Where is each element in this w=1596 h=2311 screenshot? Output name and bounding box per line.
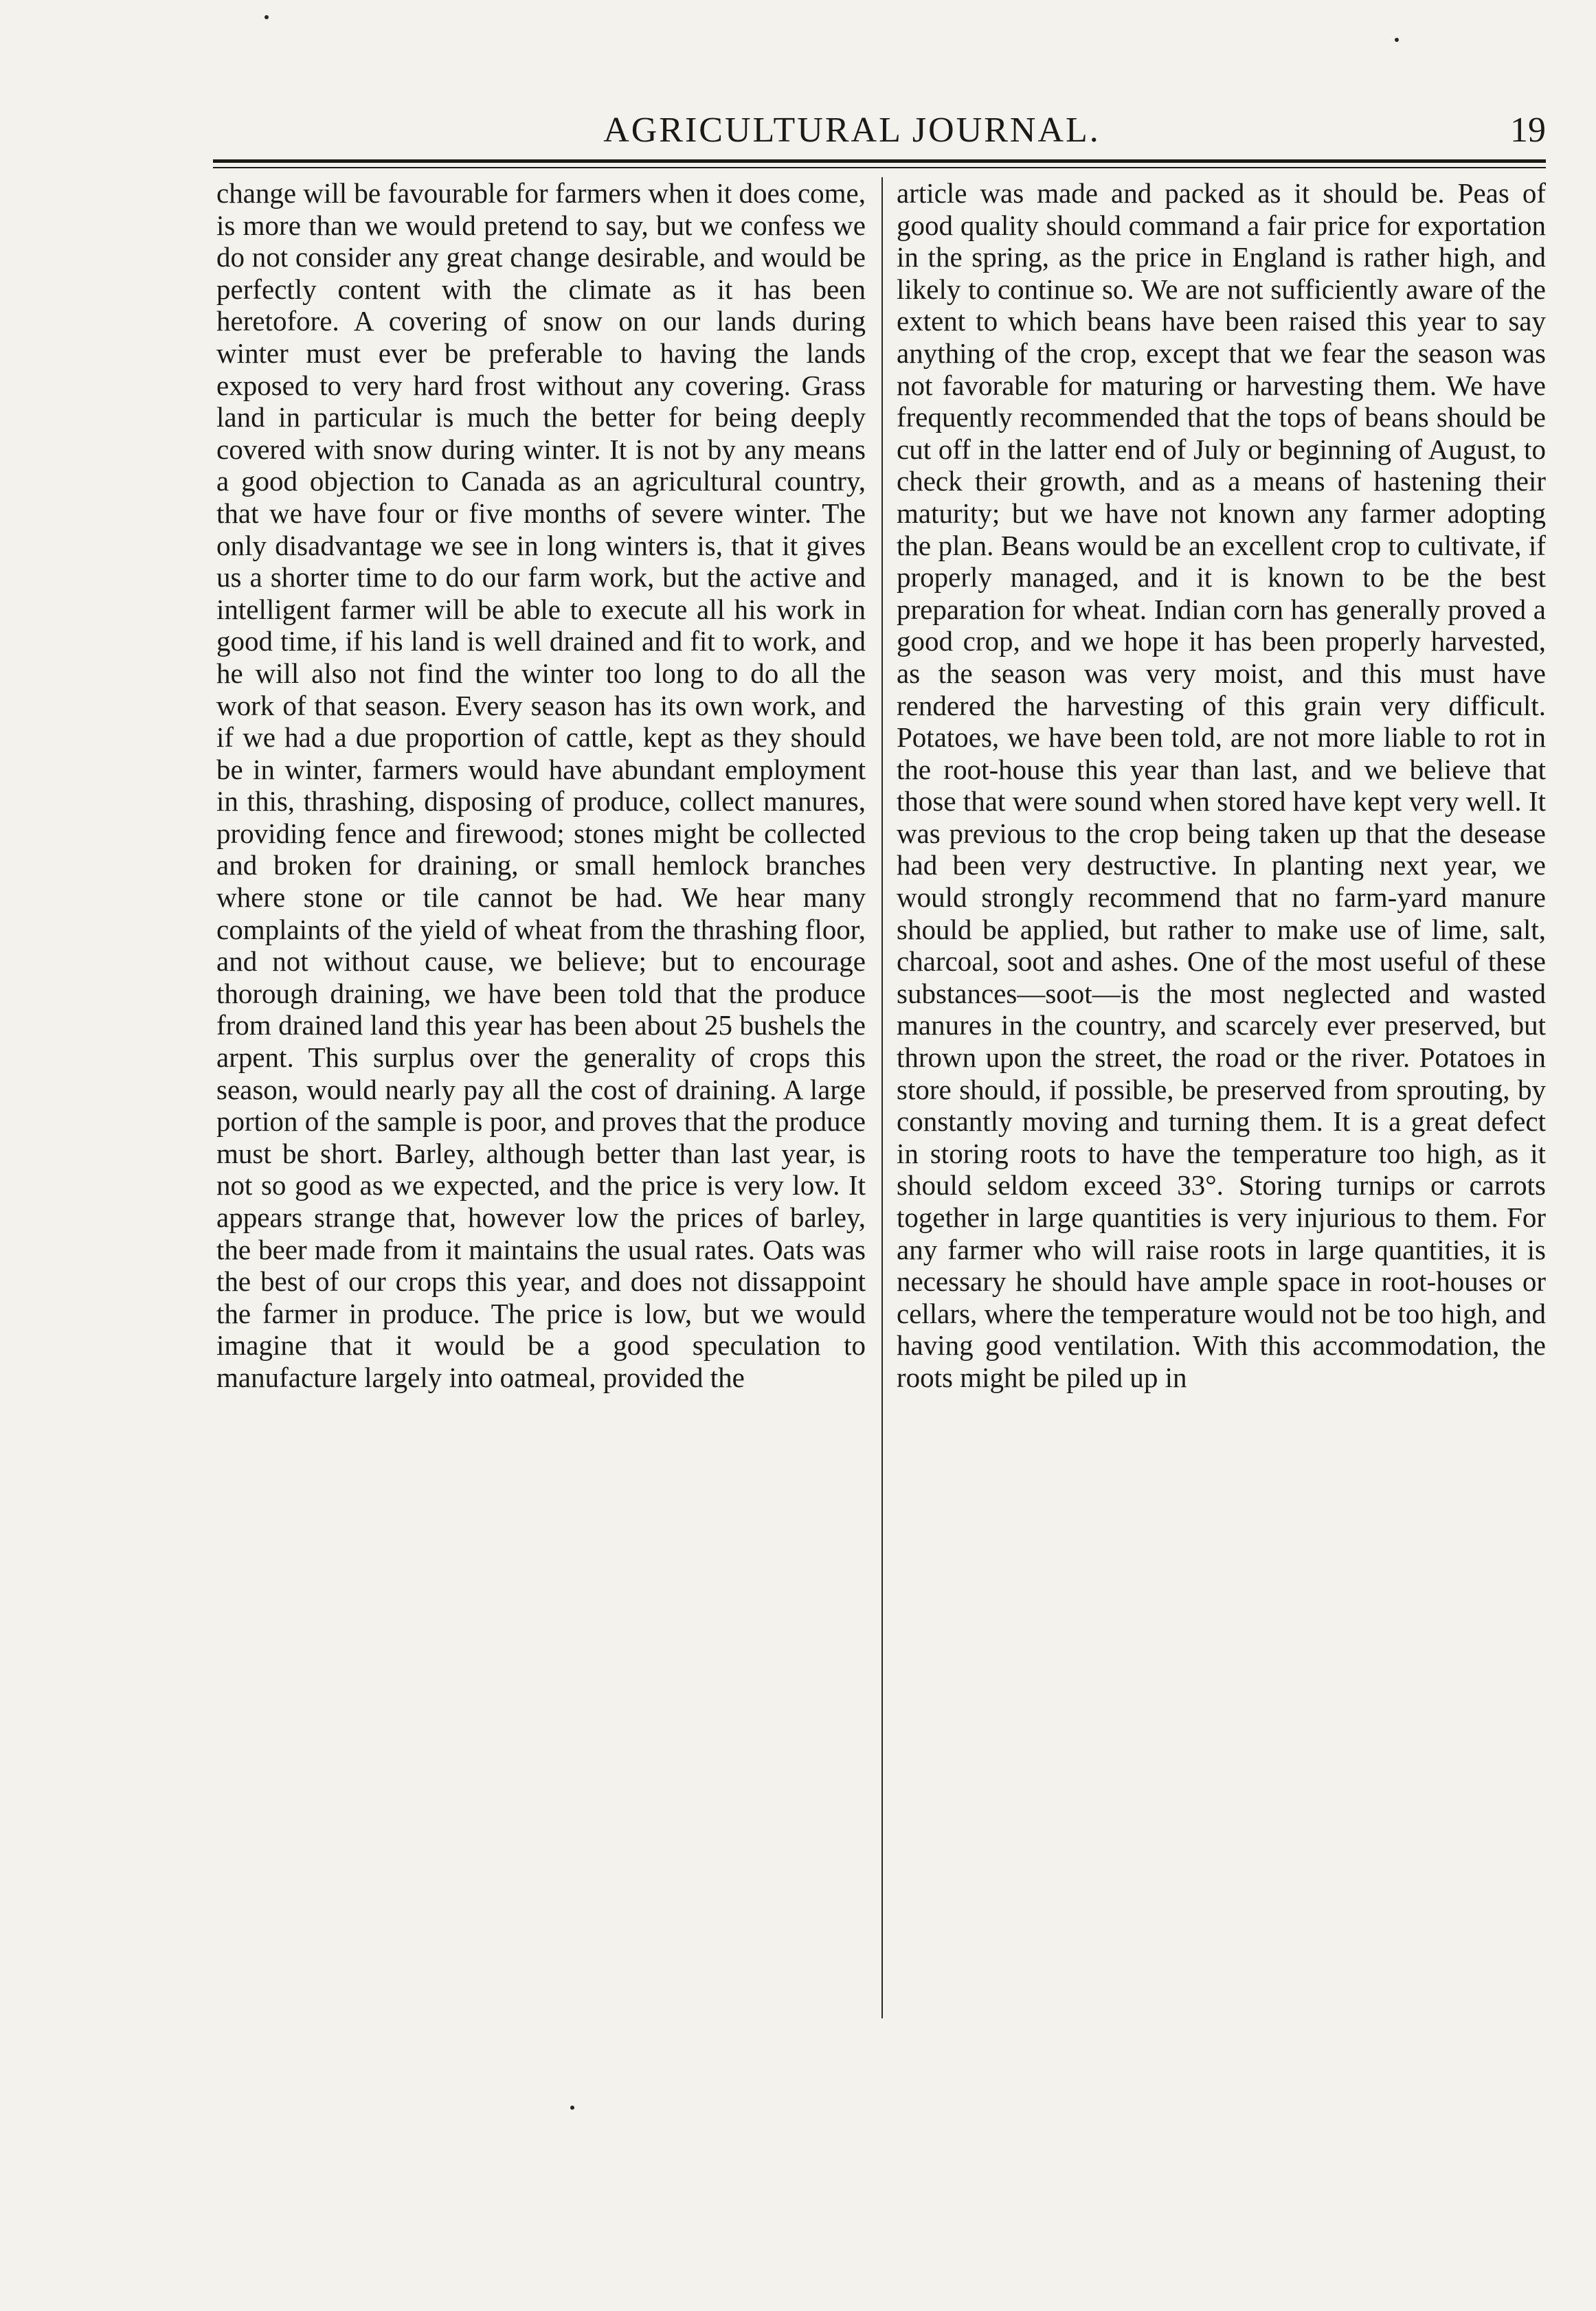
page-speck [570,2106,574,2110]
column-divider [881,177,883,2018]
right-column-text: article was made and packed as it should be. Peas of good quality should command a fair price for exportation in the spring, as the price in England is rather high, and likely to continue so. We are not sufficiently aware of the extent to which beans have been raised this year to say anything of the crop, except that we fear the season was not favorable for maturing or harvesting them. We have frequently recommended that the tops of beans should be cut off in the latter end of July or beginning of August, to check their growth, and as a means of hastening their maturity; but we have not known any farmer adopting the plan. Beans would be an excellent crop to cultivate, if properly managed, and it is known to be the best preparation for wheat. Indian corn has generally proved a good crop, and we hope it has been properly harvested, as the season was very moist, and this must have rendered the harvesting of this grain very difficult. Potatoes, we have been told, are not more liable to rot in the root-house this year than last, and we believe that those that were sound when stored have kept very well. It was previous to the crop being taken up that the desease had been very destructive. In planting next year, we would strongly recommend that no farm-yard manure should be applied, but rather to make use of lime, salt, charcoal, soot and ashes. One of the most useful of these substances—soot—is the most neglected and wasted manures in the country, and scarcely ever preserved, but thrown upon the street, the road or the river. Potatoes in store should, if possible, be preserved from sprouting, by constantly moving and turning them. It is a great defect in storing roots to have the temperature too high, as it should seldom exceed 33°. Storing turnips or carrots together in large quantities is very injurious to them. For any farmer who will raise roots in large quantities, it is necessary he should have ample space in root-houses or cellars, where the temperature would not be too high, and having good ventilation. With this accommodation, the roots might be piled up in [897,177,1546,1393]
page-speck [265,15,269,19]
running-title: AGRICULTURAL JOURNAL. [603,111,1101,150]
left-column-text: change will be favourable for farmers when it does come, is more than we would pretend to say, but we confess we do not consider any great change desirable, and would be perfectly content with the climate as it has been heretofore. A covering of snow on our lands during winter must ever be preferable to having the lands exposed to very hard frost without any covering. Grass land in particular is much the better for being deeply covered with snow during winter. It is not by any means a good objection to Canada as an agricultural country, that we have four or five months of severe winter. The only disadvantage we see in long winters is, that it gives us a shorter time to do our farm work, but the active and intelligent farmer will be able to execute all his work in good time, if his land is well drained and fit to work, and he will also not find the winter too long to do all the work of that season. Every season has its own work, and if we had a due proportion of cattle, kept as they should be in winter, farmers would have abundant employment in this, thrashing, disposing of produce, collect manures, providing fence and firewood; stones might be collected and broken for draining, or small hemlock branches where stone or tile cannot be had. We hear many complaints of the yield of wheat from the thrashing floor, and not without cause, we believe; but to encourage thorough draining, we have been told that the produce from drained land this year has been about 25 bushels the arpent. This surplus over the generality of crops this season, would nearly pay all the cost of draining. A large portion of the sample is poor, and proves that the produce must be short. Barley, although better than last year, is not so good as we expected, and the price is very low. It appears strange that, however low the prices of barley, the beer made from it maintains the usual rates. Oats was the best of our crops this year, and does not dissappoint the farmer in produce. The price is low, but we would imagine that it would be a good speculation to manufacture largely into oatmeal, provided the [216,177,866,1393]
page-header [213,106,1546,155]
header-rule-thick [213,159,1546,163]
header-rule-thin [213,167,1546,168]
page-speck [1395,38,1399,42]
page-number: 19 [1510,111,1546,150]
